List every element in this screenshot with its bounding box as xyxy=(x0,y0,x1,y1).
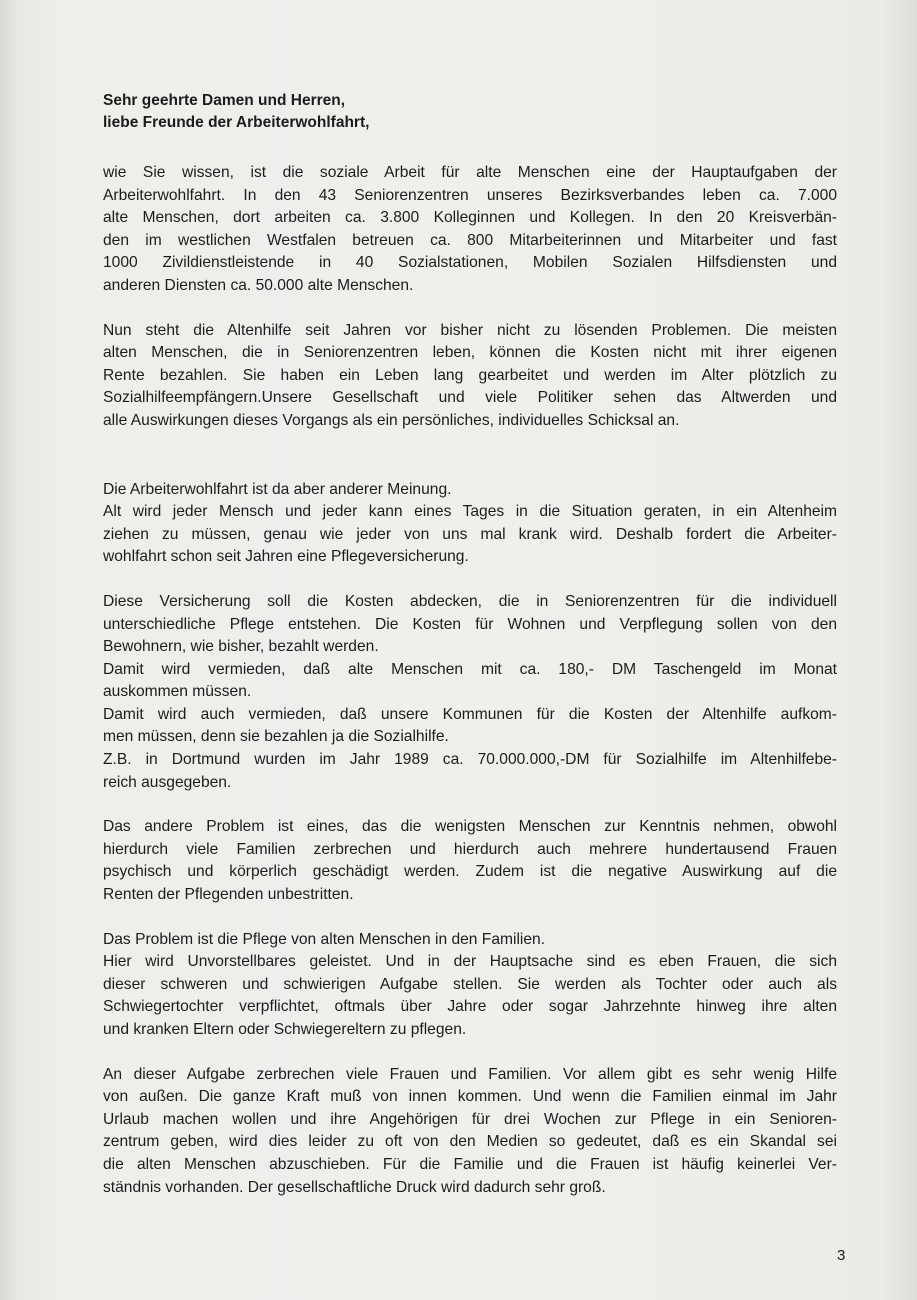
paragraph xyxy=(103,929,837,1042)
text-line: Das andere Problem ist eines, das die wenigsten Menschen zur Kenntnis nehmen, obwohl xyxy=(103,818,837,836)
text-line: wohlfahrt schon seit Jahren eine Pflegeversicherung. xyxy=(103,548,469,566)
text-line: Renten der Pflegenden unbestritten. xyxy=(103,886,354,904)
salutation xyxy=(103,90,837,134)
text-line: reich ausgegeben. xyxy=(103,773,232,791)
text-line: alle Auswirkungen dieses Vorgangs als ein persönliches, individuelles Schicksal an. xyxy=(103,411,680,429)
text-line: Schwiegertochter verpflichtet, oftmals über Jahre oder sogar Jahrzehnte hinweg ihre alten xyxy=(103,998,837,1016)
text-line: dieser schweren und schwierigen Aufgabe stellen. Sie werden als Tochter oder auch als xyxy=(103,975,837,993)
text-line: Sozialhilfeempfängern.Unsere Gesellschaft und viele Politiker sehen das Altwerden und xyxy=(103,389,837,407)
letter-body xyxy=(103,90,837,1199)
paragraph xyxy=(103,320,837,433)
text-line: und kranken Eltern oder Schwiegereltern zu pflegen. xyxy=(103,1021,467,1038)
text-line: Diese Versicherung soll die Kosten abdecken, die in Seniorenzentren für die individuell xyxy=(103,592,837,610)
text-line: Arbeiterwohlfahrt. In den 43 Seniorenzentren unseres Bezirksverbandes leben ca. 7.000 xyxy=(103,186,837,204)
paragraph xyxy=(103,1064,837,1200)
text-line: Die Arbeiterwohlfahrt ist da aber anderer Meinung. xyxy=(103,480,452,498)
text-line: alten Menschen, die in Seniorenzentren leben, können die Kosten nicht mit ihrer eigenen xyxy=(103,344,837,362)
text-line: ziehen zu müssen, genau wie jeder von uns mal krank wird. Deshalb fordert die Arbeiter- xyxy=(103,525,837,543)
page-number: 3 xyxy=(837,1247,846,1264)
text-line: alte Menschen, dort arbeiten ca. 3.800 Kolleginnen und Kollegen. In den 20 Kreisverbän- xyxy=(103,209,837,227)
paragraph xyxy=(103,591,837,794)
text-line: unterschiedliche Pflege entstehen. Die Kosten für Wohnen und Verpflegung sollen von den xyxy=(103,615,837,633)
text-line: Bewohnern, wie bisher, bezahlt werden. xyxy=(103,638,379,656)
text-line: Z.B. in Dortmund wurden im Jahr 1989 ca. 70.000.000,-DM für Sozialhilfe im Altenhilfebe- xyxy=(103,751,837,769)
text-line: Urlaub machen wollen und ihre Angehörigen für drei Wochen zur Pflege in ein Senioren- xyxy=(103,1110,837,1128)
text-line: Damit wird vermieden, daß alte Menschen mit ca. 180,- DM Taschengeld im Monat xyxy=(103,660,837,678)
paragraph xyxy=(103,162,837,298)
text-line: Alt wird jeder Mensch und jeder kann eines Tages in die Situation geraten, in ein Altenheim xyxy=(103,503,837,521)
text-line: hierdurch viele Familien zerbrechen und hierdurch auch mehrere hundertausend Frauen xyxy=(103,840,837,858)
salutation-line: liebe Freunde der Arbeiterwohlfahrt, xyxy=(103,114,370,131)
paragraph xyxy=(103,479,837,569)
text-line: auskommen müssen. xyxy=(103,683,252,701)
text-line: Das Problem ist die Pflege von alten Menschen in den Familien. xyxy=(103,930,546,948)
text-line: 1000 Zivildienstleistende in 40 Sozialstationen, Mobilen Sozialen Hilfsdiensten und xyxy=(103,254,837,272)
text-line: den im westlichen Westfalen betreuen ca. 800 Mitarbeiterinnen und Mitarbeiter und fast xyxy=(103,231,837,249)
text-line: men müssen, denn sie bezahlen ja die Sozialhilfe. xyxy=(103,728,449,746)
text-line: Damit wird auch vermieden, daß unsere Kommunen für die Kosten der Altenhilfe aufkom- xyxy=(103,705,837,723)
text-line: ständnis vorhanden. Der gesellschaftliche Druck wird dadurch sehr groß. xyxy=(103,1178,606,1196)
text-line: Nun steht die Altenhilfe seit Jahren vor bisher nicht zu lösenden Problemen. Die meisten xyxy=(103,321,837,339)
text-line: die alten Menschen abzuschieben. Für die Familie und die Frauen ist häufig keinerlei Ver- xyxy=(103,1155,837,1173)
text-line: Hier wird Unvorstellbares geleistet. Und in der Hauptsache sind es eben Frauen, die sich xyxy=(103,953,837,971)
text-line: psychisch und körperlich geschädigt werden. Zudem ist die negative Auswirkung auf die xyxy=(103,863,837,881)
paragraph xyxy=(103,816,837,906)
text-line: An dieser Aufgabe zerbrechen viele Frauen und Familien. Vor allem gibt es sehr wenig Hilfe xyxy=(103,1065,837,1083)
text-line: anderen Diensten ca. 50.000 alte Menschen. xyxy=(103,276,414,294)
text-line: von außen. Die ganze Kraft muß von innen kommen. Und wenn die Familien einmal im Jahr xyxy=(103,1088,837,1106)
salutation-line: Sehr geehrte Damen und Herren, xyxy=(103,92,346,109)
text-line: Rente bezahlen. Sie haben ein Leben lang gearbeitet und werden im Alter plötzlich zu xyxy=(103,366,837,384)
text-line: wie Sie wissen, ist die soziale Arbeit für alte Menschen eine der Hauptaufgaben der xyxy=(103,164,837,181)
text-line: zentrum geben, wird dies leider zu oft von den Medien so gedeutet, daß es ein Skandal sei xyxy=(103,1133,837,1151)
